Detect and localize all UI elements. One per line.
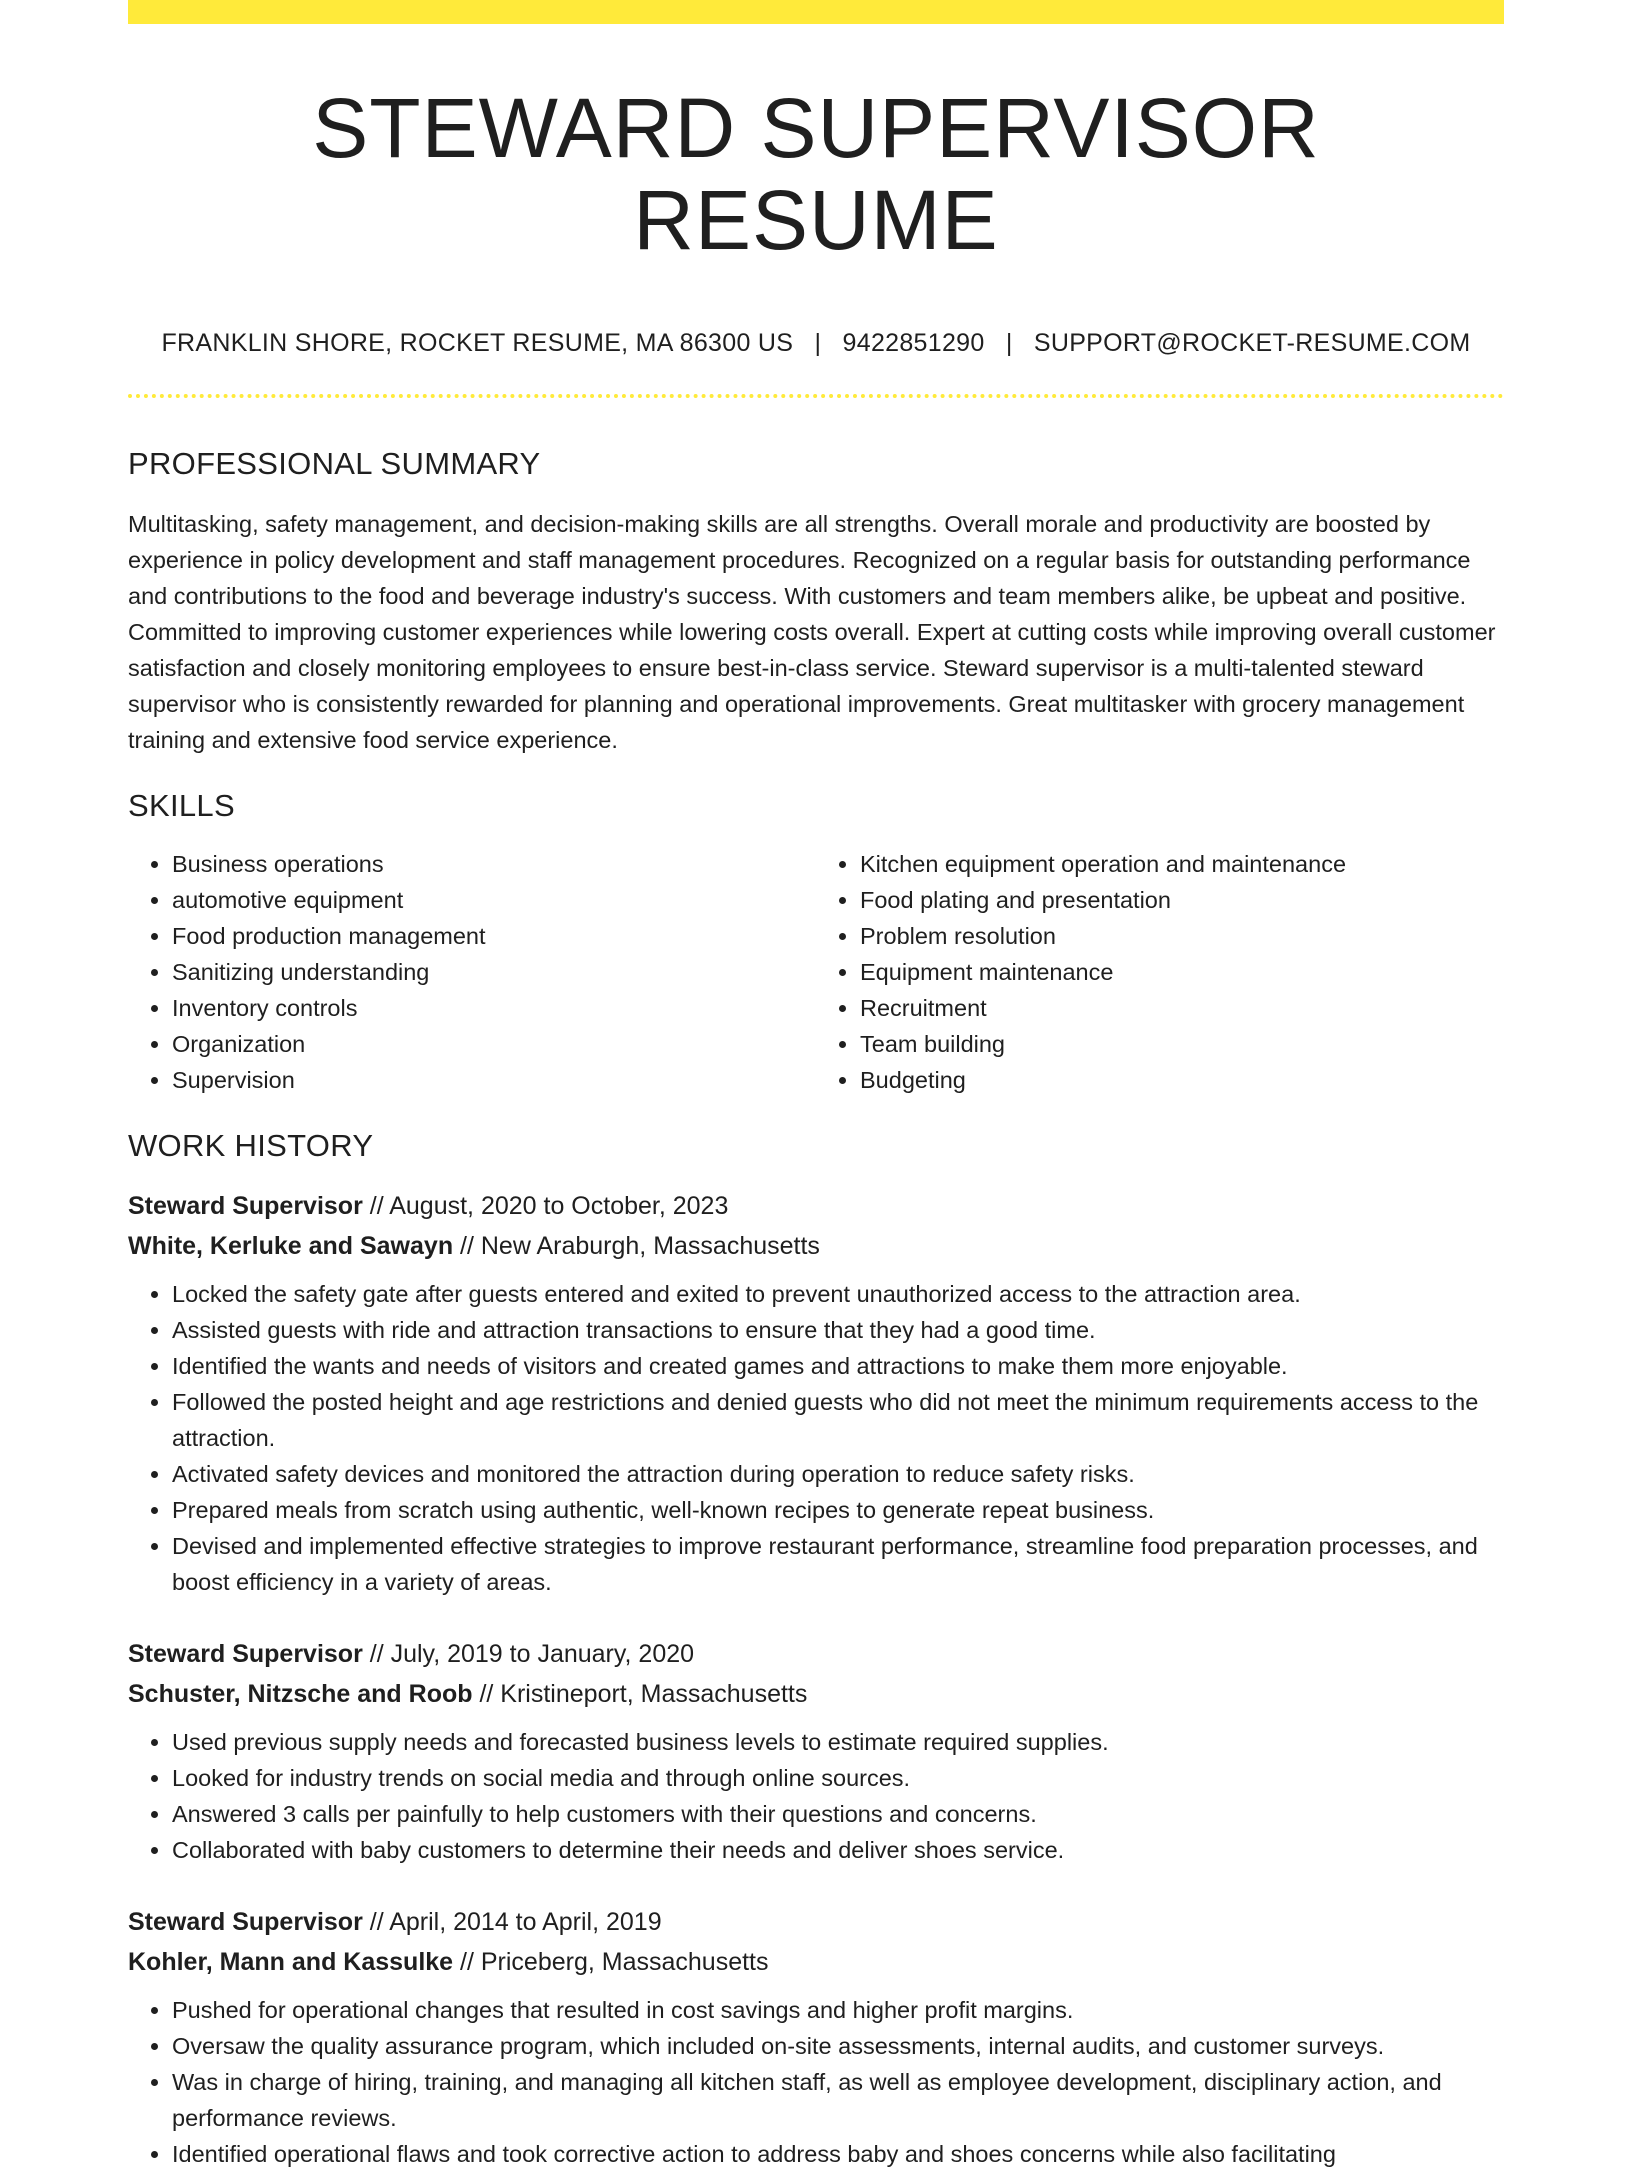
job-dates: // April, 2014 to April, 2019 <box>362 1907 662 1936</box>
skill-item: • Problem resolution <box>860 918 1504 954</box>
job-entry <box>128 1186 1504 1600</box>
skill-item: • Food production management <box>172 918 816 954</box>
skill-item: • Business operations <box>172 846 816 882</box>
skill-item: • Kitchen equipment operation and maintenance <box>860 846 1504 882</box>
job-location: // New Araburgh, Massachusetts <box>453 1231 820 1260</box>
job-company: White, Kerluke and Sawayn <box>128 1231 454 1260</box>
skills-heading: SKILLS <box>128 787 235 823</box>
job-location: // Priceberg, Massachusetts <box>453 1947 769 1976</box>
contact-phone: 9422851290 <box>842 328 985 357</box>
skills-column-right <box>816 846 1504 1098</box>
contact-line <box>128 329 1504 358</box>
work-history-heading: WORK HISTORY <box>128 1127 374 1163</box>
job-title: Steward Supervisor <box>128 1639 363 1668</box>
job-bullet: • Collaborated with baby customers to determine their needs and deliver shoes service. <box>172 1832 1504 1868</box>
accent-bar <box>128 0 1504 24</box>
job-bullet: • Answered 3 calls per painfully to help customers with their questions and concerns. <box>172 1796 1504 1832</box>
skill-item: • Budgeting <box>860 1062 1504 1098</box>
contact-separator: | <box>1005 328 1013 357</box>
job-title-line <box>128 1186 1504 1226</box>
contact-email: SUPPORT@ROCKET-RESUME.COM <box>1033 328 1471 357</box>
job-title: Steward Supervisor <box>128 1191 363 1220</box>
skill-item: • Recruitment <box>860 990 1504 1026</box>
job-entry <box>128 1634 1504 1868</box>
job-company-line <box>128 1942 1504 1982</box>
job-bullets <box>128 1992 1504 2172</box>
job-dates: // July, 2019 to January, 2020 <box>362 1639 695 1668</box>
job-bullet: • Activated safety devices and monitored the attraction during operation to reduce safety risks. <box>172 1456 1504 1492</box>
job-bullet: • Locked the safety gate after guests entered and exited to prevent unauthorized access to the attraction area. <box>172 1276 1504 1312</box>
job-company-line <box>128 1226 1504 1266</box>
job-bullet: • Followed the posted height and age restrictions and denied guests who did not meet the minimum requirements access to the attraction. <box>172 1384 1504 1456</box>
job-bullet: • Used previous supply needs and forecasted business levels to estimate required supplies. <box>172 1724 1504 1760</box>
job-bullet: • Identified the wants and needs of visitors and created games and attractions to make them more enjoyable. <box>172 1348 1504 1384</box>
job-bullet: • Pushed for operational changes that resulted in cost savings and higher profit margins. <box>172 1992 1504 2028</box>
job-title: Steward Supervisor <box>128 1907 363 1936</box>
job-location: // Kristineport, Massachusetts <box>472 1679 808 1708</box>
job-dates: // August, 2020 to October, 2023 <box>362 1191 729 1220</box>
job-bullet: • Assisted guests with ride and attraction transactions to ensure that they had a good time. <box>172 1312 1504 1348</box>
skills-list <box>128 846 1504 1098</box>
skill-item: • automotive equipment <box>172 882 816 918</box>
skill-item: • Sanitizing understanding <box>172 954 816 990</box>
summary-heading: PROFESSIONAL SUMMARY <box>128 445 541 481</box>
skill-item: • Equipment maintenance <box>860 954 1504 990</box>
job-bullet: • Looked for industry trends on social media and through online sources. <box>172 1760 1504 1796</box>
job-company: Kohler, Mann and Kassulke <box>128 1947 454 1976</box>
job-bullet: • Prepared meals from scratch using authentic, well-known recipes to generate repeat business. <box>172 1492 1504 1528</box>
job-title-line <box>128 1634 1504 1674</box>
job-bullet: • Oversaw the quality assurance program, which included on-site assessments, internal audits, and customer surveys. <box>172 2028 1504 2064</box>
skill-item: • Organization <box>172 1026 816 1062</box>
skill-item: • Team building <box>860 1026 1504 1062</box>
job-bullet: • Was in charge of hiring, training, and managing all kitchen staff, as well as employee development, disciplinary action, and performance reviews. <box>172 2064 1504 2136</box>
summary-text: Multitasking, safety management, and decision-making skills are all strengths. Overall morale and productivity are boosted by experience in policy development and staff management procedures. Recognized on a regular basis for outstanding performance and contributions to the food and beverage industry's success. With customers and team members alike, be upbeat and positive. Committed to improving customer experiences while lowering costs overall. Expert at cutting costs while improving overall customer satisfaction and closely monitoring employees to ensure best-in-class service. Steward supervisor is a multi-talented steward supervisor who is consistently rewarded for planning and operational improvements. Great multitasker with grocery management training and extensive food service experience. <box>128 510 1496 753</box>
resume-page <box>128 0 1504 2172</box>
resume-title: STEWARD SUPERVISOR RESUME <box>312 81 1320 268</box>
skill-item: • Supervision <box>172 1062 816 1098</box>
job-bullet: • Devised and implemented effective strategies to improve restaurant performance, streamline food preparation processes, and boost efficiency in a variety of areas. <box>172 1528 1504 1600</box>
job-bullets <box>128 1724 1504 1868</box>
skills-column-left <box>128 846 816 1098</box>
job-bullet: • Identified operational flaws and took corrective action to address baby and shoes concerns while also facilitating <box>172 2136 1504 2172</box>
skill-item: • Food plating and presentation <box>860 882 1504 918</box>
contact-separator: | <box>814 328 822 357</box>
divider <box>128 394 1504 398</box>
job-company: Schuster, Nitzsche and Roob <box>128 1679 473 1708</box>
job-title-line <box>128 1902 1504 1942</box>
job-entry <box>128 1902 1504 2172</box>
skill-item: • Inventory controls <box>172 990 816 1026</box>
contact-address: FRANKLIN SHORE, ROCKET RESUME, MA 86300 US <box>161 328 794 357</box>
job-company-line <box>128 1674 1504 1714</box>
job-bullets <box>128 1276 1504 1600</box>
